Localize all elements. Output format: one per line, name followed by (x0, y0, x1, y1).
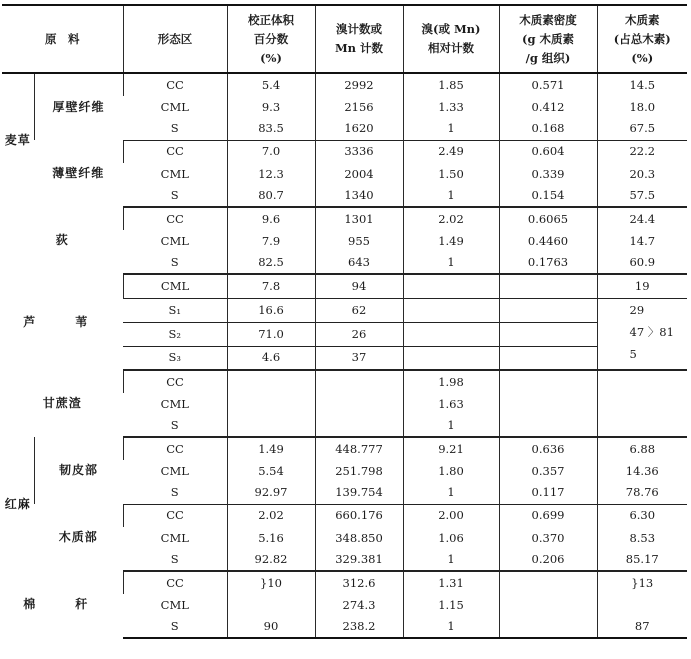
table-row: 麦草 厚壁纤维 CC 5.4 2992 1.85 0.571 14.5 (2, 73, 687, 96)
table-row: S 83.5 1620 1 0.168 67.5 (2, 118, 687, 140)
table-row: CML 5.54 251.798 1.80 0.357 14.36 (2, 460, 687, 482)
header-relative-count: 溴(或 Mn) 相对计数 (403, 5, 499, 73)
subgroup-bast: 韧皮部 (34, 437, 123, 504)
brace-symbol: 〉 (647, 324, 660, 339)
header-volume-pct: 校正体积 百分数 (%) (227, 5, 315, 73)
material-kenaf: 红麻 (4, 496, 31, 511)
header-lignin-density: 木质素密度 (g 木质素 /g 组织) (499, 5, 597, 73)
header-lignin-share: 木质素 (占总木素) (%) (597, 5, 687, 73)
table-row: 木质部 CC 2.02 660.176 2.00 0.699 6.30 (2, 504, 687, 527)
table-row: S 82.5 643 1 0.1763 60.9 (2, 252, 687, 274)
lignin-distribution-table (2, 4, 687, 639)
table-row: S 1 (2, 415, 687, 437)
subgroup-thin-wall-fiber: 薄壁纤维 (52, 166, 105, 180)
header-zone: 形态区 (123, 5, 227, 73)
material-bagasse: 甘蔗渣 (42, 396, 82, 410)
table-row: S₂ 71.0 26 (2, 322, 687, 346)
table-row: S 80.7 1340 1 0.154 57.5 (2, 185, 687, 207)
header-bromine-count: 溴计数或 Mn 计数 (315, 5, 403, 73)
material-reed: 芦 苇 (23, 314, 102, 329)
table-row: S 92.97 139.754 1 0.117 78.76 (2, 482, 687, 504)
table-row: S 92.82 329.381 1 0.206 85.17 (2, 549, 687, 571)
table-row: 薄壁纤维 CC 7.0 3336 2.49 0.604 22.2 (2, 140, 687, 163)
table-row: CML 9.3 2156 1.33 0.412 18.0 (2, 96, 687, 118)
table-row: CML 5.16 348.850 1.06 0.370 8.53 (2, 527, 687, 549)
table-row: 芦 苇 CML 7.8 94 19 (2, 274, 687, 298)
subgroup-thick-wall-fiber: 厚壁纤维 (34, 73, 123, 140)
header-material: 原 料 (2, 5, 123, 73)
table-row: CML 274.3 1.15 (2, 594, 687, 616)
table-row: 甘蔗渣 CC 1.98 (2, 370, 687, 393)
material-di: 荻 (55, 233, 69, 247)
subgroup-xylem: 木质部 (58, 530, 98, 544)
table-row: 红麻 韧皮部 CC 1.49 448.777 9.21 0.636 6.88 (2, 437, 687, 460)
header-row (2, 5, 687, 73)
table-row: CML 1.63 (2, 393, 687, 415)
material-wheat-straw: 麦草 (4, 133, 31, 147)
table-row: CML 7.9 955 1.49 0.4460 14.7 (2, 230, 687, 252)
table-row: 荻 CC 9.6 1301 2.02 0.6065 24.4 (2, 207, 687, 230)
material-cotton-stalk: 棉 秆 (23, 597, 102, 611)
reed-lignin-brace-group: 29 47 〉81 5 (597, 298, 687, 370)
table-row: S₁ 16.6 62 29 47 〉81 5 (2, 298, 687, 322)
table-row: 棉 秆 CC }10 312.6 1.31 }13 (2, 571, 687, 594)
table-row: CML 12.3 2004 1.50 0.339 20.3 (2, 163, 687, 185)
table-row: S₃ 4.6 37 (2, 346, 687, 370)
table-row: S 90 238.2 1 87 (2, 616, 687, 638)
